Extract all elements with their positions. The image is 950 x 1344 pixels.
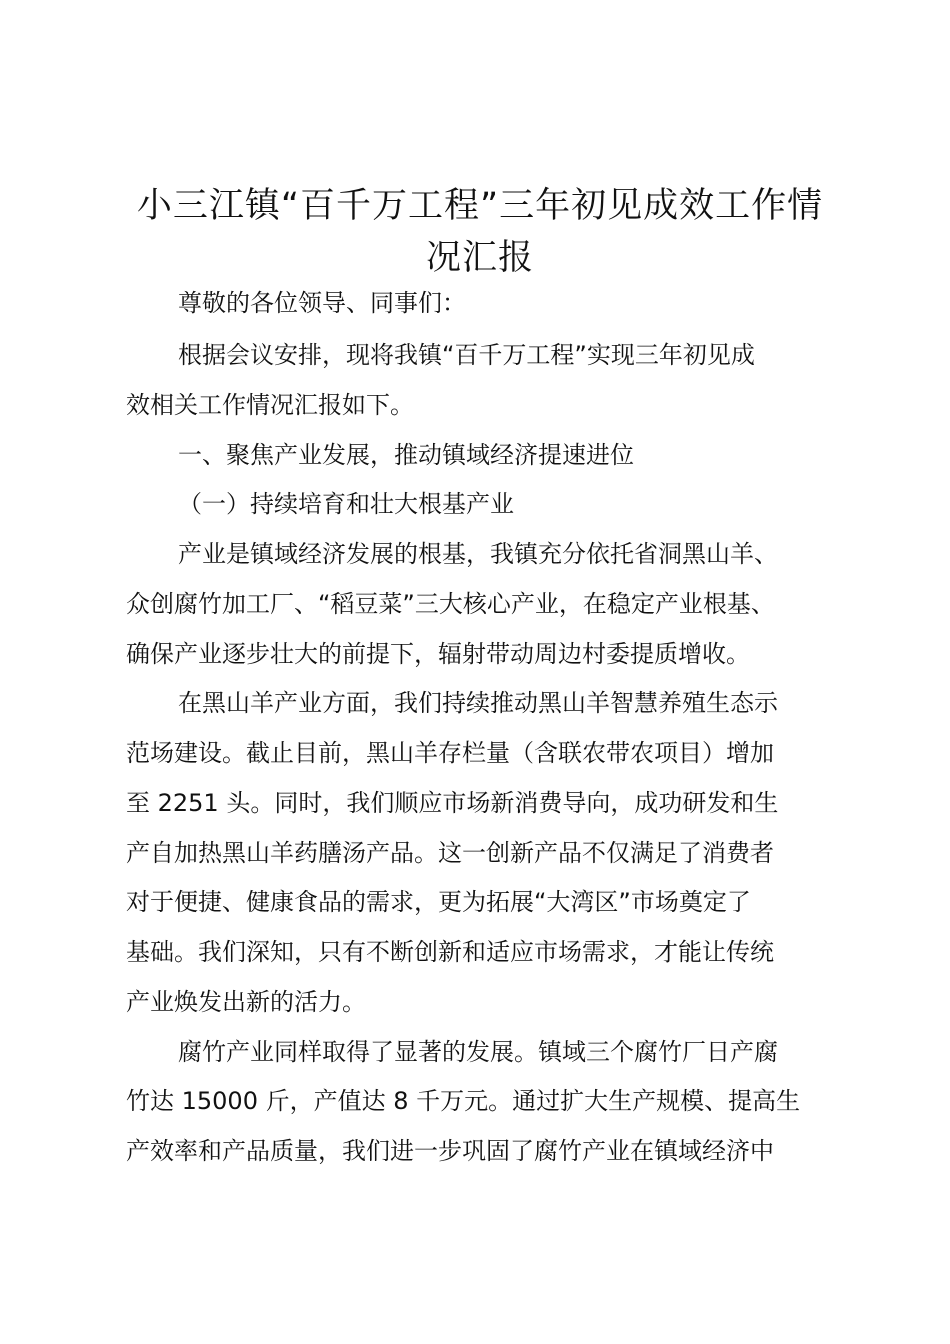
body-line: 效相关工作情况汇报如下。	[126, 391, 414, 419]
body-line: 至 2251 头。同时，我们顺应市场新消费导向，成功研发和生	[126, 789, 779, 817]
body-line: 产业是镇域经济发展的根基，我镇充分依托省洞黑山羊、	[178, 540, 778, 568]
subsection-heading: （一）持续培育和壮大根基产业	[178, 490, 514, 518]
body-line: 在黑山羊产业方面，我们持续推动黑山羊智慧养殖生态示	[178, 689, 778, 717]
body-line: 竹达 15000 斤，产值达 8 千万元。通过扩大生产规模、提高生	[126, 1087, 801, 1115]
body-line: 产业焕发出新的活力。	[126, 988, 366, 1016]
body-line: 根据会议安排，现将我镇“百千万工程”实现三年初见成	[178, 341, 755, 369]
body-line: 腐竹产业同样取得了显著的发展。镇域三个腐竹厂日产腐	[178, 1038, 778, 1066]
body-line: 范场建设。截止目前，黑山羊存栏量（含联农带农项目）增加	[126, 739, 774, 767]
body-line: 产自加热黑山羊药膳汤产品。这一创新产品不仅满足了消费者	[126, 839, 774, 867]
document-title-line-2: 况汇报	[425, 238, 534, 278]
body-line: 对于便捷、健康食品的需求，更为拓展“大湾区”市场奠定了	[126, 888, 751, 916]
salutation: 尊敬的各位领导、同事们：	[178, 289, 466, 317]
body-line: 产效率和产品质量，我们进一步巩固了腐竹产业在镇域经济中	[126, 1137, 774, 1165]
body-line: 众创腐竹加工厂、“稻豆菜”三大核心产业，在稳定产业根基、	[126, 590, 775, 618]
body-line: 基础。我们深知，只有不断创新和适应市场需求，才能让传统	[126, 938, 774, 966]
body-line: 确保产业逐步壮大的前提下，辐射带动周边村委提质增收。	[126, 640, 750, 668]
document-title-line-1: 小三江镇“百千万工程”三年初见成效工作情	[136, 186, 824, 226]
section-heading: 一、聚焦产业发展，推动镇域经济提速进位	[178, 441, 634, 469]
